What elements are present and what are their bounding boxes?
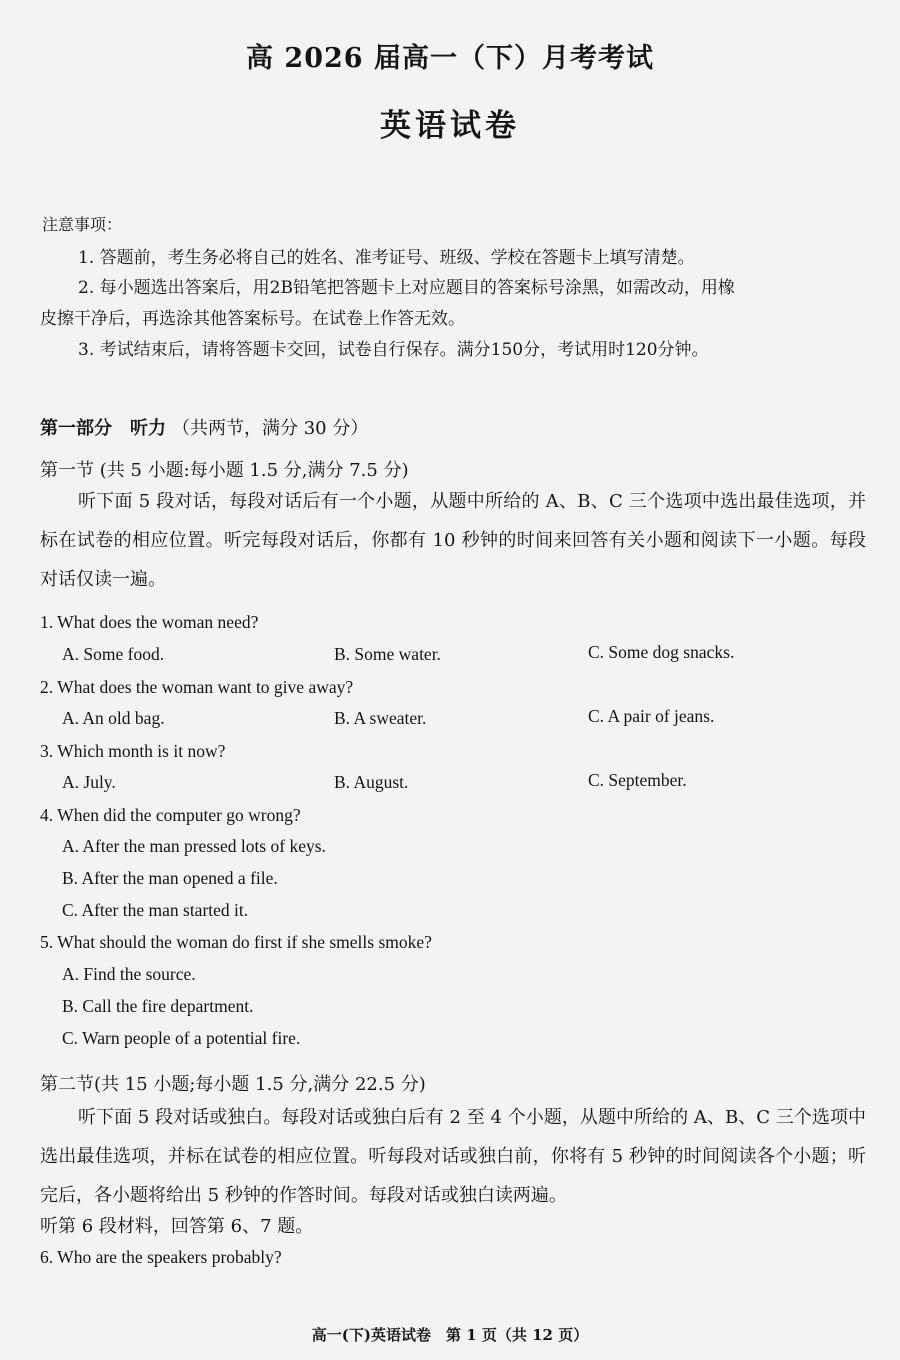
q2-option-a: A. An old bag.: [62, 708, 165, 728]
q3-option-c: C. September.: [588, 770, 687, 790]
section1-title: 第一节 (共 5 小题:每小题 1.5 分,满分 7.5 分): [40, 460, 409, 481]
question-1: 1. What does the woman need?: [40, 612, 259, 632]
q1-option-a: A. Some food.: [62, 644, 165, 664]
exam-title: 高 2026 届高一（下）月考考试: [246, 43, 654, 74]
note-line-1: 1. 答题前，考生务必将自己的姓名、准考证号、班级、学校在答题卡上填写清楚。: [78, 248, 695, 268]
note-line-2: 2. 每小题选出答案后，用2B铅笔把答题卡上对应题目的答案标号涂黑，如需改动，用橡: [78, 278, 735, 298]
q5-option-a: A. Find the source.: [62, 964, 196, 984]
q5-option-c: C. Warn people of a potential fire.: [62, 1028, 301, 1048]
section2-instructions: 听下面 5 段对话或独白。每段对话或独白后有 2 至 4 个小题，从题中所给的 A、B、C 三个选项中选出最佳选项，并标在试卷的相应位置。听每段对话或独白前，你将有 5 秒钟的时间阅读各个小题；听完后，各小题将给出 5 秒钟的作答时间。每段对话或独白读两遍。: [40, 1107, 866, 1206]
question-4: 4. When did the computer go wrong?: [40, 805, 301, 825]
q1-option-b: B. Some water.: [334, 644, 441, 664]
question-6: 6. Who are the speakers probably?: [40, 1247, 282, 1267]
q1-option-c: C. Some dog snacks.: [588, 642, 735, 662]
q4-option-b: B. After the man opened a file.: [62, 868, 278, 888]
q3-option-b: B. August.: [334, 772, 409, 792]
q4-option-a: A. After the man pressed lots of keys.: [62, 836, 326, 856]
question-2: 2. What does the woman want to give away?: [40, 677, 354, 697]
part1-title-text: 第一部分 听力: [40, 418, 166, 439]
page-footer: 高一(下)英语试卷 第 1 页（共 12 页）: [311, 1326, 589, 1344]
q5-option-b: B. Call the fire department.: [62, 996, 254, 1016]
part1-title: [40, 414, 368, 440]
note-line-4: 3. 考试结束后，请将答题卡交回，试卷自行保存。满分150分，考试用时120分钟。: [78, 340, 709, 360]
note-line-3: 皮擦干净后，再选涂其他答案标号。在试卷上作答无效。: [40, 309, 465, 329]
q3-option-a: A. July.: [62, 772, 116, 792]
notes-heading: 注意事项：: [42, 215, 123, 234]
question-3: 3. Which month is it now?: [40, 741, 226, 761]
question-5: 5. What should the woman do first if she smells smoke?: [40, 932, 432, 952]
q2-option-b: B. A sweater.: [334, 708, 427, 728]
q2-option-c: C. A pair of jeans.: [588, 706, 715, 726]
exam-subtitle: 英语试卷: [380, 108, 520, 144]
section1-instructions: 听下面 5 段对话，每段对话后有一个小题，从题中所给的 A、B、C 三个选项中选出最佳选项，并标在试卷的相应位置。听完每段对话后，你都有 10 秒钟的时间来回答有关小题和阅读下一小题。每段对话仅读一遍。: [40, 491, 866, 590]
part1-note: （共两节，满分 30 分）: [172, 418, 369, 439]
q4-option-c: C. After the man started it.: [62, 900, 249, 920]
section2-material: 听第 6 段材料，回答第 6、7 题。: [40, 1216, 314, 1237]
section2-title: 第二节(共 15 小题;每小题 1.5 分,满分 22.5 分): [40, 1074, 426, 1095]
